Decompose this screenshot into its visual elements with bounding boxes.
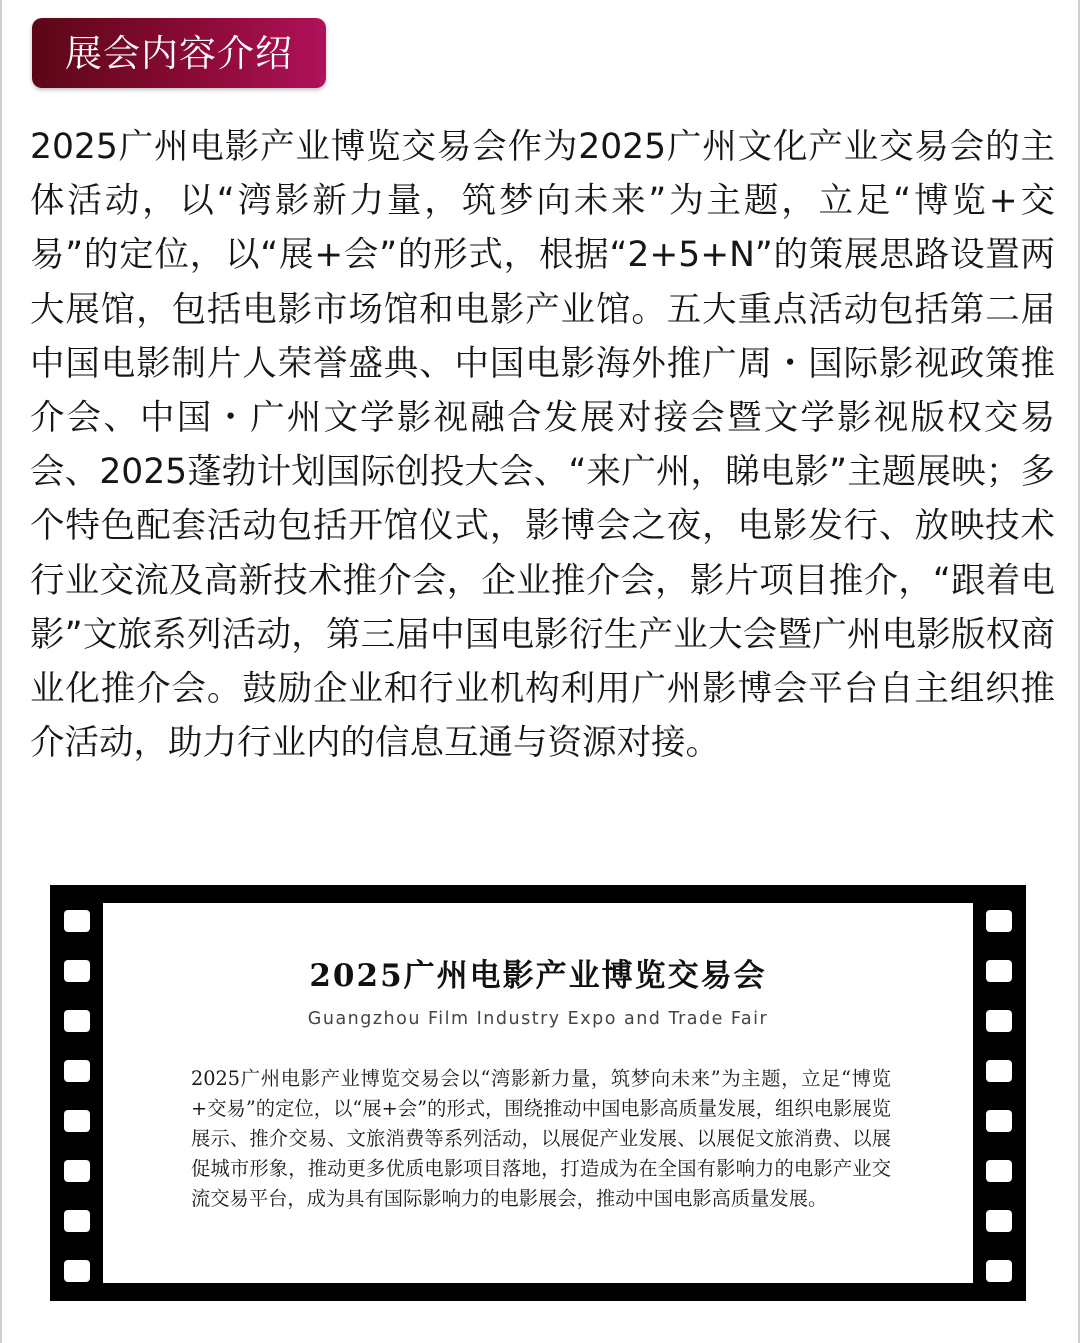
- sprocket-hole: [64, 960, 90, 982]
- sprocket-hole: [64, 1010, 90, 1032]
- sprocket-hole: [64, 1210, 90, 1232]
- sprocket-hole: [986, 1010, 1012, 1032]
- sprocket-hole: [64, 1160, 90, 1182]
- sprocket-hole: [986, 1060, 1012, 1082]
- card-title: 2025广州电影产业博览交易会: [309, 958, 767, 994]
- sprocket-hole: [986, 960, 1012, 982]
- sprocket-hole: [986, 1210, 1012, 1232]
- card-subtitle: Guangzhou Film Industry Expo and Trade Fair: [307, 1009, 769, 1029]
- sprocket-hole: [64, 910, 90, 932]
- sprocket-hole: [986, 1260, 1012, 1282]
- sprocket-hole: [64, 1110, 90, 1132]
- card-body-text: 2025广州电影产业博览交易会以“湾影新力量，筑梦向未来”为主题，立足“博览+交易”的定位，以“展+会”的形式，围绕推动中国电影高质量发展，组织电影展览展示、推介交易、文旅消费等系列活动，以展促产业发展、以展促文旅消费、以展促城市形象，推动更多优质电影项目落地，打造成为在全国有影响力的电影产业交流交易平台，成为具有国际影响力的电影展会，推动中国电影高质量发展。: [191, 1067, 891, 1210]
- sprocket-hole: [986, 910, 1012, 932]
- film-frame-content: [103, 903, 973, 1283]
- section-heading-badge: [32, 18, 326, 88]
- film-strip-card: [50, 885, 1026, 1301]
- sprocket-hole: [986, 1110, 1012, 1132]
- sprocket-hole: [64, 1260, 90, 1282]
- sprocket-hole: [64, 1060, 90, 1082]
- sprocket-hole: [986, 1160, 1012, 1182]
- section-heading: 展会内容介绍: [65, 31, 293, 75]
- intro-paragraph: 2025广州电影产业博览交易会作为2025广州文化产业交易会的主体活动，以“湾影新力量，筑梦向未来”为主题，立足“博览+交易”的定位，以“展+会”的形式，根据“2+5+N”的策展思路设置两大展馆，包括电影市场馆和电影产业馆。五大重点活动包括第二届中国电影制片人荣誉盛典、中国电影海外推广周・国际影视政策推介会、中国・广州文学影视融合发展对接会暨文学影视版权交易会、2025蓬勃计划国际创投大会、“来广州，睇电影”主题展映；多个特色配套活动包括开馆仪式，影博会之夜，电影发行、放映技术行业交流及高新技术推介会，企业推介会，影片项目推介，“跟着电影”文旅系列活动，第三届中国电影衍生产业大会暨广州电影版权商业化推介会。鼓励企业和行业机构利用广州影博会平台自主组织推介活动，助力行业内的信息互通与资源对接。: [30, 127, 1055, 764]
